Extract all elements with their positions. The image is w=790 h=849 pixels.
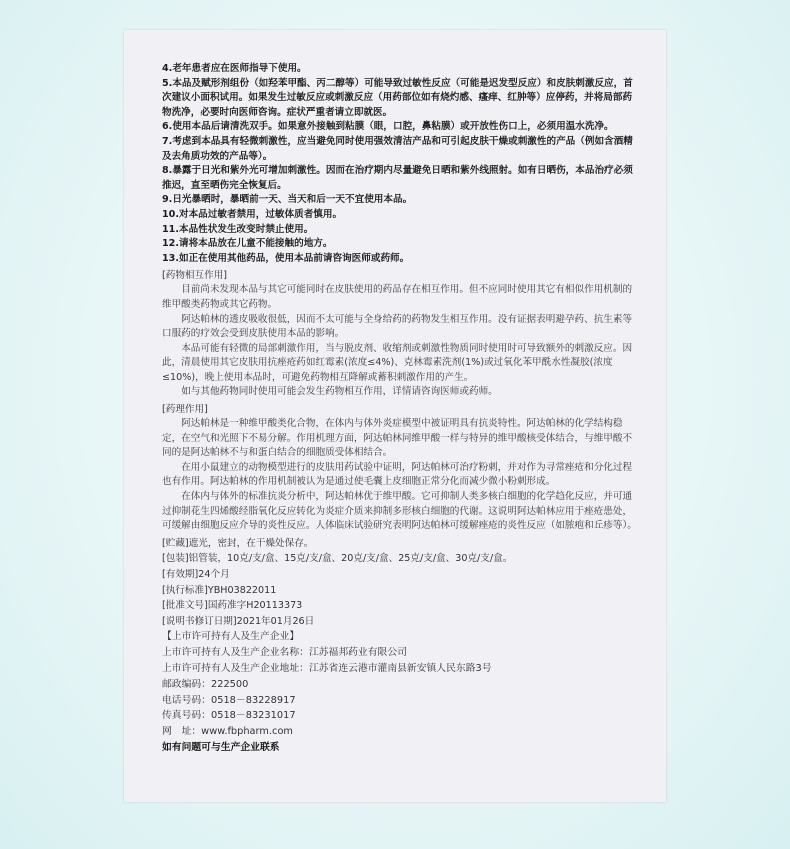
company-fax: 传真号码：0518－83231017 (162, 710, 296, 722)
precaution-item-12: 12.请将本品放在儿童不能接触的地方。 (162, 238, 333, 250)
precaution-item-6: 6.使用本品后请清洗双手。如果意外接触到粘膜（眼，口腔，鼻粘膜）或开放性伤口上，必须用温水洗净。 (162, 121, 614, 133)
precaution-item-7: 7.考虑到本品具有轻微刺激性，应当避免同时使用强效清洁产品和可引起皮肤干燥或刺激性的产品（例如含酒精及去角质功效的产品等）。 (162, 135, 633, 162)
precaution-item-4: 4.老年患者应在医师指导下使用。 (162, 63, 307, 74)
precaution-item-5: 5.本品及赋形剂组份（如羟苯甲酯、丙二醇等）可能导致过敏性反应（可能是迟发型反应）和皮肤刺激反应，首次建议小面积试用。如果发生过敏反应或刺激反应（用药部位如有烧灼感、瘙痒、红肿等）应停药，并将局部药物洗净，必要时向医师咨询。症状严重者请立即就医。 (162, 77, 633, 118)
precautions-list (162, 62, 638, 266)
interactions-heading: [药物相互作用] (162, 270, 228, 282)
pharmacology-paragraph: 在体内与体外的标准抗炎分析中，阿达帕林优于维甲酸。它可抑制人类多核白细胞的化学趋化反应，并可通过抑制花生四烯酸经脂氧化反应转化为炎症介质来抑制多形核白细胞的代谢。这说明阿达帕林应用于痤疮患处，可缓解由细胞反应介导的炎性反应。人体临床试验研究表明阿达帕林可缓解痤疮的炎性反应（如脓疱和丘疹等）。 (162, 491, 637, 532)
packaging-row: [包装]铝管装，10克/支/盒、15克/支/盒、20克/支/盒、25克/支/盒、30克/支/盒。 (162, 553, 513, 565)
precaution-item-9: 9.日光暴晒时，暴晒前一天、当天和后一天不宜使用本品。 (162, 194, 413, 206)
pharmacology-section (162, 402, 638, 534)
interactions-paragraph: 本品可能有轻微的局部刺激作用，当与脱皮剂、收缩剂或刺激性物质同时使用时可导致额外的刺激反应。因此，清晨使用其它皮肤用抗痤疮药如红霉素(浓度≤4%)、克林霉素洗剂(1%)或过氧化苯甲酰水性凝胶(浓度≤10%)，晚上使用本品时，可避免药物相互降解或蓄积刺激作用的产生。 (162, 342, 633, 383)
precaution-item-8: 8.暴露于日光和紫外光可增加刺激性。因而在治疗期内尽量避免日晒和紫外线照射。如有日晒伤，本品治疗必须推迟，直至晒伤完全恢复后。 (162, 165, 633, 191)
interactions-section (162, 268, 638, 400)
precaution-item-10: 10.对本品过敏者禁用，过敏体质者慎用。 (162, 208, 343, 220)
company-name: 上市许可持有人及生产企业名称：江苏福邦药业有限公司 (162, 647, 407, 659)
product-info-rows (162, 536, 638, 630)
approval-number-row: [批准文号]国药准字H20113373 (162, 600, 303, 612)
precaution-item-11: 11.本品性状发生改变时禁止使用。 (162, 223, 314, 235)
storage-row: [贮藏]遮光，密封，在干燥处保存。 (162, 537, 314, 549)
standard-row: [执行标准]YBH03822011 (162, 584, 277, 596)
shelf-life-row: [有效期]24个月 (162, 569, 230, 580)
contact-note: 如有问题可与生产企业联系 (162, 741, 280, 753)
company-section (162, 629, 638, 755)
company-heading: 【上市许可持有人及生产企业】 (162, 631, 300, 643)
company-website: 网 址：www.fbpharm.com (162, 726, 293, 738)
revision-date-row: [说明书修订日期]2021年01月26日 (162, 615, 315, 627)
company-phone: 电话号码：0518－83228917 (162, 694, 296, 706)
pharmacology-paragraph: 在用小鼠建立的动物模型进行的皮肤用药试验中证明，阿达帕林可治疗粉刺，并对作为寻常痤疮和分化过程也有作用。阿达帕林的作用机制被认为是通过使毛囊上皮细胞正常分化而减少微小粉刺形成。 (162, 461, 633, 488)
insert-content (162, 62, 638, 756)
interactions-paragraph: 如与其他药物同时使用可能会发生药物相互作用，详情请咨询医师或药师。 (181, 386, 498, 398)
interactions-paragraph: 目前尚未发现本品与其它可能同时在皮肤使用的药品存在相互作用。但不应同时使用其它有相似作用机制的维甲酸类药物或其它药物。 (162, 284, 633, 310)
pharmacology-heading: [药理作用] (162, 404, 208, 416)
precaution-item-13: 13.如正在使用其他药品，使用本品前请咨询医师或药师。 (162, 252, 410, 264)
interactions-paragraph: 阿达帕林的透皮吸收很低，因而不太可能与全身给药的药物发生相互作用。没有证据表明避孕药、抗生素等口服药的疗效会受到皮肤使用本品的影响。 (162, 313, 633, 340)
company-address: 上市许可持有人及生产企业地址：江苏省连云港市灌南县新安镇人民东路3号 (162, 662, 492, 674)
company-postcode: 邮政编码：222500 (162, 678, 249, 690)
pharmacology-paragraph: 阿达帕林是一种维甲酸类化合物，在体内与体外炎症模型中被证明具有抗炎特性。阿达帕林的化学结构稳定，在空气和光照下不易分解。作用机理方面，阿达帕林同维甲酸一样与特异的维甲酸核受体结合，与维甲酸不同的是阿达帕林不与和蛋白结合的细胞质受体相结合。 (162, 418, 633, 459)
